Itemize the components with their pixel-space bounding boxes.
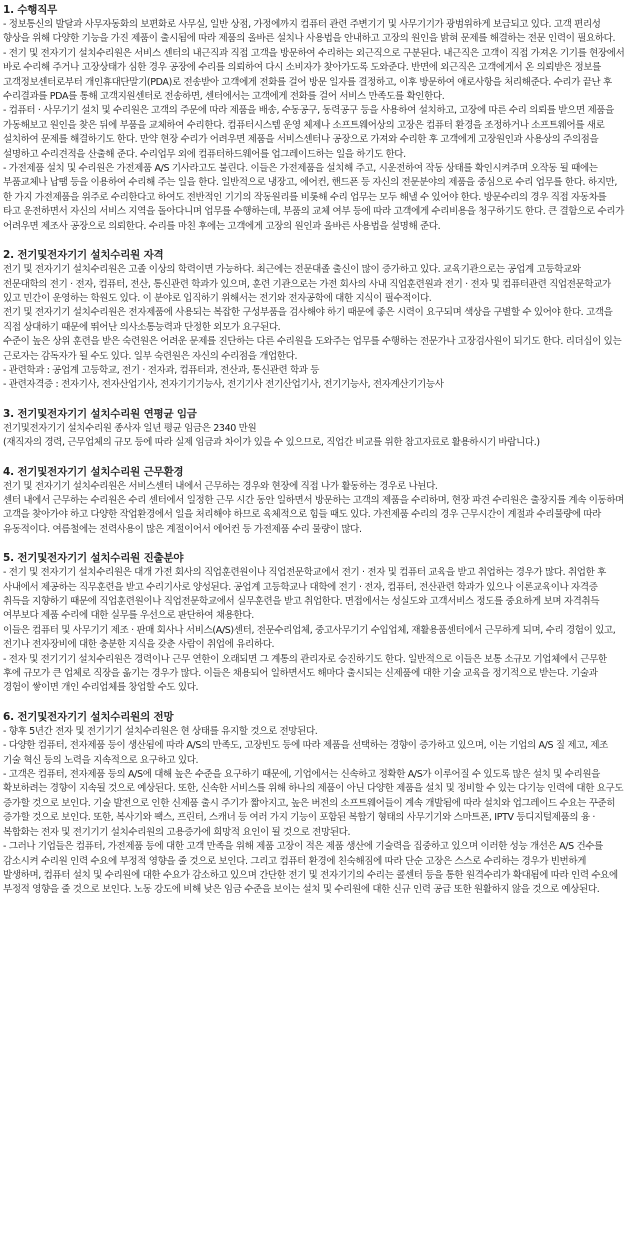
paragraph: - 향후 5년간 전자 및 전기기기 설치수리원은 현 상태를 유지할 것으로 전망된다. [3,725,318,737]
related-certificates: - 관련자격증 : 전자기사, 전자산업기사, 전자기기기능사, 전기기사 전기산업기사, 전기기능사, 전자계산기기능사 [3,379,444,391]
paragraph: 전기 및 전자기기 설치수리원은 전자제품에 사용되는 복잡한 구성부품을 검사해야 하기 때문에 좋은 시력이 요구되며 색상을 구별할 수 있어야 한다. 고객을 직접 상대하기 때문에 뛰어난 의사소통능력과 단정한 외모가 요구된다. [3,307,613,333]
paragraph: - 다양한 컴퓨터, 전자제품 등이 생산됨에 따라 A/S의 만족도, 고장빈도 등에 따라 제품을 선택하는 경향이 증가하고 있으며, 이는 기업의 A/S 질 제고, 제조 기술 혁신 등의 노력을 지속적으로 요구하고 있다. [3,740,608,766]
section-title: 6. 전기및전자기기 설치수리원의 전망 [3,710,174,723]
section-job-duties [3,3,626,234]
paragraph: - 컴퓨터 · 사무기기 설치 및 수리원은 고객의 주문에 따라 제품을 배송, 수동공구, 동력공구 등을 사용하여 설치하고, 고장에 따른 수리 의뢰를 받으면 제품을 가동해보고 원인을 찾은 뒤에 부품을 교체하여 수리한다. 컴퓨터시스템 운영 체제나 소프트웨어상의 고장은 컴퓨터 환경을 조정하거나 소프트웨어를 새로 설치하여 문제를 해결하기도 한다. 만약 현장 수리가 어려우면 제품을 서비스센터나 공장으로 가져와 수리한 후 고객에게 고장원인과 사용상의 주의점을 설명하고 수리견적을 산출해 준다. 수리업무 외에 컴퓨터하드웨어를 업그레이드하는 일을 하기도 한다. [3,105,614,160]
paragraph: - 가전제품 설치 및 수리원은 가전제품 A/S 기사라고도 불린다. 이들은 가전제품을 설치해 주고, 시운전하여 작동 상태를 확인시켜주며 오작동 될 때에는 부품교체나 납땜 등을 이용하여 수리해 주는 일을 한다. 일반적으로 냉장고, 에어컨, 핸드폰 등 자신의 전문분야의 제품을 중심으로 수리 업무를 한다. 하지만, 한 가지 가전제품을 위주로 수리한다고 하여도 전반적인 기기의 작동원리를 비롯해 수리 업무는 모두 해낼 수 있어야 한다. 방문수리의 경우 직접 자동차를 타고 운전하면서 자신의 서비스 지역을 돌아다니며 업무를 수행하는데, 부품의 교체 여부 등에 따라 고객에게 수리비용을 청구하기도 한다. 큰 결함으로 수리가 어려우면 제조사 공장으로 의뢰한다. 수리를 마친 후에는 고객에게 고장의 원인과 올바른 사용법을 설명해 준다. [3,163,624,232]
paragraph: 전기 및 전자기기 설치수리원은 서비스센터 내에서 근무하는 경우와 현장에 직접 나가 활동하는 경우로 나뉜다. [3,480,438,492]
section-annual-wage [3,407,626,451]
wage-statement: 전기및전자기기 설치수리원 종사자 일년 평균 임금은 2340 만원 [3,422,257,434]
paragraph: 수준이 높은 상위 훈련을 받은 숙련원은 어려운 문제를 진단하는 다른 수리원을 도와주는 업무를 수행하는 전문가나 고장검사원이 되기도 한다. 리더십이 있는 근로자는 감독자가 될 수도 있다. 일부 숙련원은 자신의 수리점을 개업한다. [3,336,622,362]
section-work-environment [3,465,626,538]
paragraph: - 정보통신의 발달과 사무자동화의 보편화로 사무실, 일반 상점, 가정에까지 컴퓨터 관련 주변기기 및 사무기기가 광범위하게 보급되고 있다. 고객 편리성 향상을 위해 다양한 기능을 가진 제품이 출시됨에 따라 제품의 올바른 설치나 사용법을 안내하고 고장의 원인을 밝혀 문제를 해결하는 전문 인력이 필요하다. [3,19,616,45]
wage-note: (재직자의 경력, 근무업체의 규모 등에 따라 실제 임금과 차이가 있을 수 있으므로, 직업간 비교를 위한 참고자료로 활용하시기 바랍니다.) [3,437,540,449]
paragraph: - 고객은 컴퓨터, 전자제품 등의 A/S에 대해 높은 수준을 요구하기 때문에, 기업에서는 신속하고 정확한 A/S가 이루어질 수 있도록 많은 설치 및 수리원을 확보하려는 경향이 지속될 것으로 예상된다. 또한, 신속한 서비스를 위해 하나의 제품이 아닌 다양한 제품을 설치 및 정비할 수 있는 다기능 인력에 대한 요구도 증가할 것으로 보인다. 기술 발전으로 인한 신제품 출시 주기가 짧아지고, 높은 버전의 소프트웨어들이 계속 개발됨에 따라 설치와 업그레이드 수요는 꾸준히 증가할 것으로 보인다. 또한, 복사기와 팩스, 프린터, 스캐너 등 여러 가지 기능이 포함된 복합기 형태의 사무기기와 스마트폰, IPTV 등디지털제품의 융 · 복합화는 전자 및 전기기기 설치수리원의 고용증가에 희망적 요인이 될 것으로 전망된다. [3,769,624,838]
paragraph: - 전기 및 전자기기 설치수리원은 서비스 센터의 내근직과 직접 고객을 방문하여 수리하는 외근직으로 구분된다. 내근직은 고객이 직접 가져온 기기를 현장에서 바로 수리해 주거나 고장상태가 심한 경우 공장에 수리를 의뢰하여 다시 소비자가 찾아가도록 도와준다. 반면에 외근직은 고객에게서 온 의뢰받은 정보를 고객정보센터로부터 개인휴대단말기(PDA)로 전송받아 고객에게 전화를 걸어 방문 일자를 결정하고, 이후 방문하여 애로사항을 처리해준다. 수리가 끝난 후 수리결과를 PDA를 통해 고객지원센터로 전송하면, 센터에서는 고객에게 전화를 걸어 서비스 만족도를 확인한다. [3,47,625,103]
section-career-paths [3,551,626,696]
paragraph: 전기 및 전자기기 설치수리원은 고졸 이상의 학력이면 가능하다. 최근에는 전문대졸 출신이 많이 증가하고 있다. 교육기관으로는 공업계 고등학교와 전문대학의 전기 · 전자, 컴퓨터, 전산, 통신관련 학과가 있으며, 훈련 기관으로는 가전 회사의 사내 직업훈련원과 전기 · 전자 및 컴퓨터관련 직업전문학교가 있고 민간이 운영하는 학원도 있다. 이 분야로 입직하기 위해서는 전기와 전자공학에 대한 지식이 필수적이다. [3,264,611,304]
paragraph: 이들은 컴퓨터 및 사무기기 제조 · 판매 회사나 서비스(A/S)센터, 전문수리업체, 중고사무기기 수입업체, 재활용품센터에서 근무하게 되며, 수리 경험이 있고, 전기나 전자장비에 대한 충분한 지식을 갖춘 사람이 취업에 유리하다. [3,624,616,651]
section-title: 2. 전기및전자기기 설치수리원 자격 [3,249,164,262]
paragraph: - 전자 및 전기기기 설치수리원은 경력이나 근무 연한이 오래되면 그 계통의 관리자로 승진하기도 한다. 일반적으로 이들은 보통 소규모 기업체에서 근무한 후에 규모가 큰 업체로 직장을 옮기는 경우가 많다. 이들은 채용되어 일하면서도 해마다 출시되는 신제품에 대한 기술 교육을 정기적으로 받는다. 기술과 경험이 쌓이면 개인 수리업체를 창업할 수도 있다. [3,653,607,694]
paragraph: 센터 내에서 근무하는 수리원은 수리 센터에서 일정한 근무 시간 동안 일하면서 방문하는 고객의 제품을 수리하며, 현장 파견 수리원은 출장지를 계속 이동하며 고객을 찾아가야 하고 다양한 작업환경에서 일을 처리해야 하므로 육체적으로 힘들 때도 있다. 가전제품 수리의 경우 근무시간이 계절과 수리물량에 따라 유동적이다. 여름철에는 전력사용이 많은 계절이어서 에어컨 등 가전제품 수리 물량이 많다. [3,494,624,535]
related-majors: - 관련학과 : 공업계 고등학교, 전기 · 전자과, 컴퓨터과, 전산과, 통신관련 학과 등 [3,364,320,376]
paragraph: - 전기 및 전자기기 설치수리원은 대개 가전 회사의 직업훈련원이나 직업전문학교에서 전기 · 전자 및 컴퓨터 교육을 받고 취업하는 경우가 많다. 취업한 후 사내에서 제공하는 직무훈련을 받고 수리기사로 양성된다. 공업계 고등학교나 대학에 전기 · 전자, 컴퓨터, 전산관련 학과가 있으나 이론교육이나 자격증 취득을 지향하기 때문에 직업훈련원이나 직업전문학교에서 실무훈련을 받고 취업한다. 면접에서는 성실도와 고객서비스 정도를 중요하게 보며 자격취득 여부보다 제품 수리에 대한 실무를 우선으로 판단하여 채용한다. [3,567,606,622]
paragraph: - 그러나 기업들은 컴퓨터, 가전제품 등에 대한 고객 만족을 위해 제품 고장이 적은 제품 생산에 기술력을 집중하고 있으며 이러한 성능 개선은 A/S 건수를 감소시켜 수리원 인력 수요에 부정적 영향을 줄 것으로 보인다. 그리고 컴퓨터 환경에 친숙해짐에 따라 단순 고장은 스스로 수리하는 경우가 빈번하게 발생하며, 컴퓨터 설치 및 수리원에 대한 수요가 감소하고 있으며 간단한 전기 및 전자기기의 수리는 콜센터 등을 통한 원격수리가 확대됨에 따라 인력 수요에 부정적 영향을 줄 것으로 보인다. 노동 강도에 비해 낮은 임금 수준을 보이는 설치 및 수리원에 대한 신규 인력 공급 또한 원활하지 않을 것으로 예상된다. [3,841,618,896]
section-outlook [3,710,626,898]
section-title: 5. 전기및전자기기 설치수리원 진출분야 [3,552,184,565]
section-title: 1. 수행직무 [3,4,58,16]
section-title: 4. 전기및전자기기 설치수리원 근무환경 [3,465,184,478]
section-qualifications [3,248,626,393]
section-title: 3. 전기및전자기기 설치수리원 연평균 임금 [3,407,197,420]
